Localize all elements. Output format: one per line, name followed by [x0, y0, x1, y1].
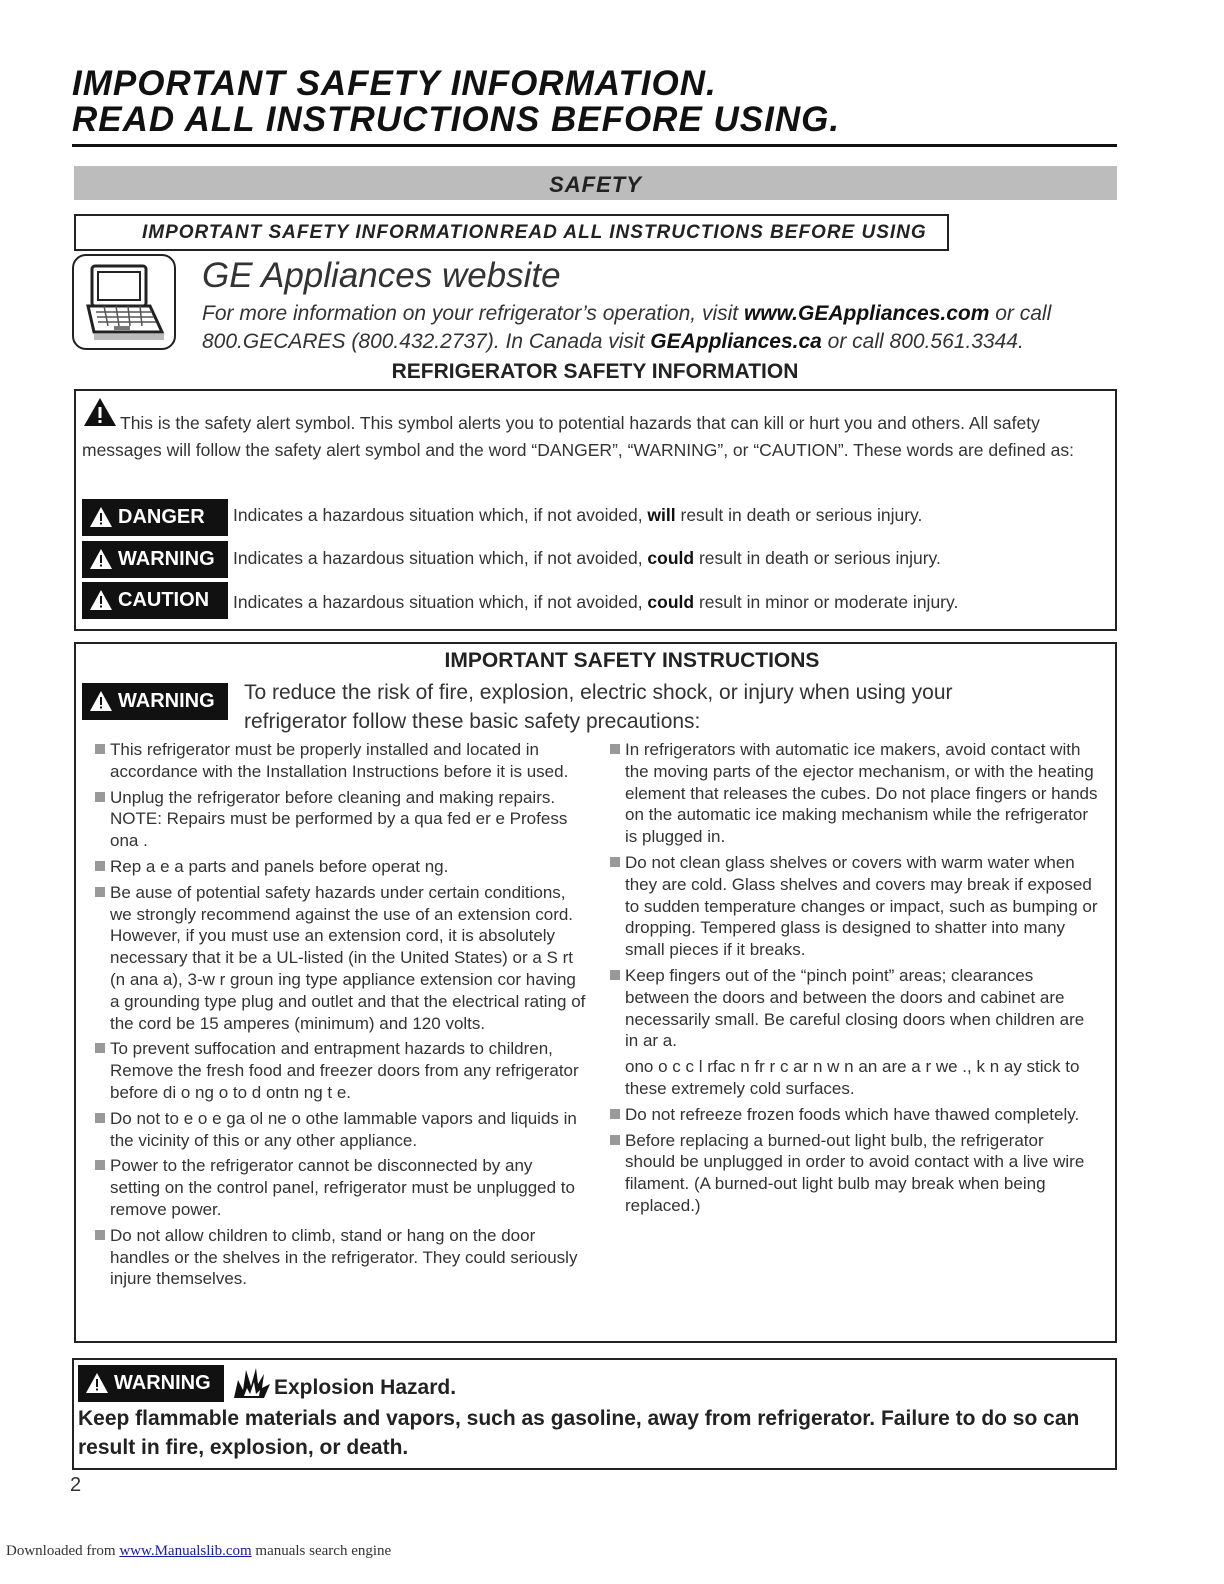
list-item: Rep a e a parts and panels before operat ng.: [95, 856, 587, 878]
laptop-icon: [72, 254, 176, 350]
warning-triangle-icon: [89, 690, 113, 712]
list-item: Power to the refrigerator cannot be disconnected by any setting on the control panel, refrigerator must be unplugged to remove power.: [95, 1155, 587, 1220]
website-text: For more information on your refrigerator’s operation, visit www.GEAppliances.com or call 800.GECARES (800.432.2737). In Canada visit GEAppliances.ca or call 800.561.3344.: [202, 302, 1052, 353]
page-title: [72, 66, 840, 138]
warning-definition: Indicates a hazardous situation which, if not avoided, could result in death or serious injury.: [233, 548, 941, 568]
caution-definition: Indicates a hazardous situation which, if not avoided, could result in minor or moderate injury.: [233, 592, 959, 612]
explosion-warning-badge: WARNING: [78, 1365, 224, 1402]
list-item: Do not allow children to climb, stand or hang on the door handles or the shelves in the refrigerator. They could seriously injure themselves.: [95, 1225, 587, 1290]
list-item: Keep fingers out of the “pinch point” areas; clearances between the doors and between the doors and cabinet are necessarily small. Be careful closing doors when children are in ar a.: [610, 965, 1098, 1052]
explosion-text: Keep flammable materials and vapors, such as gasoline, away from refrigerator. Failure to do so can result in fire, explosion, or death.: [78, 1407, 1080, 1459]
instructions-warning-badge: WARNING: [82, 683, 228, 720]
title-line-1: IMPORTANT SAFETY INFORMATION.: [72, 64, 717, 103]
list-item: To prevent suffocation and entrapment hazards to children, Remove the fresh food and freezer doors from any refrigerator before di o ng o to d ontn ng t e.: [95, 1038, 587, 1103]
title-line-2: READ ALL INSTRUCTIONS BEFORE USING.: [72, 100, 841, 139]
section-label: SAFETY: [549, 172, 642, 197]
caution-badge: CAUTION: [82, 582, 228, 619]
instructions-left-column: [95, 739, 587, 1294]
list-item: Be ause of potential safety hazards under certain conditions, we strongly recommend against the use of an extension cord. However, if you must use an extension cord, it is absolutely necessary that it be a UL-listed (in the United States) or a S rt (n ana a), 3-w r groun ing type appliance extension cor having a grounding type plug and outlet and that the electrical rating of the cord be 15 amperes (minimum) and 120 volts.: [95, 882, 587, 1035]
list-item: This refrigerator must be properly installed and located in accordance with the Installation Instructions before it is used.: [95, 739, 587, 783]
safety-alert-text: This is the safety alert symbol. This symbol alerts you to potential hazards that can kill or hurt you and others. All safety messages will follow the safety alert symbol and the word “DANGER”, “WARNING”, or “CAUTION”. These words are defined as:: [82, 413, 1074, 460]
section-bar: [74, 166, 1117, 200]
list-item: In refrigerators with automatic ice makers, avoid contact with the moving parts of the ejector mechanism, or with the heating element that releases the cubes. Do not place fingers or hands on the automatic ice making mechanism while the refrigerator is plugged in.: [610, 739, 1098, 848]
safety-info-box: [74, 214, 949, 251]
title-divider: [72, 144, 1117, 147]
refrigerator-safety-heading: REFRIGERATOR SAFETY INFORMATION: [391, 360, 799, 383]
footer: Downloaded from www.Manualslib.com manuals search engine: [6, 1543, 392, 1559]
list-item: ono o c c l rfac n fr r c ar n w n an are a r we ., k n ay stick to these extremely cold surfaces.: [625, 1057, 1080, 1098]
read-instructions-label: READ ALL INSTRUCTIONS BEFORE USING: [500, 222, 927, 243]
instructions-intro: To reduce the risk of fire, explosion, electric shock, or injury when using your refrigerator follow these basic safety precautions:: [244, 681, 953, 733]
list-item: Do not to e o e ga ol ne o othe lammable vapors and liquids in the vicinity of this or any other appliance.: [95, 1108, 587, 1152]
list-item: Do not clean glass shelves or covers with warm water when they are cold. Glass shelves and covers may break if exposed to sudden temperature changes or impact, such as bumping or dropping. Tempered glass is designed to shatter into many small pieces if it breaks.: [610, 852, 1098, 961]
list-item: Unplug the refrigerator before cleaning and making repairs. NOTE: Repairs must be performed by a qua fed er e Profess ona .: [95, 787, 587, 852]
manualslib-link[interactable]: www.Manualslib.com: [119, 1543, 252, 1559]
danger-definition: Indicates a hazardous situation which, if not avoided, will result in death or serious injury.: [233, 505, 923, 525]
website-heading: GE Appliances website: [202, 256, 561, 295]
ge-website-link[interactable]: www.GEAppliances.com: [743, 302, 990, 325]
warning-triangle-icon: [89, 506, 113, 528]
ge-canada-link[interactable]: GEAppliances.ca: [650, 330, 822, 353]
instructions-right-column: [610, 739, 1098, 1221]
page-number: 2: [70, 1474, 82, 1496]
safety-instructions-heading: IMPORTANT SAFETY INSTRUCTIONS: [444, 649, 820, 672]
warning-triangle-icon: [89, 589, 113, 611]
warning-badge: WARNING: [82, 541, 228, 578]
danger-badge: DANGER: [82, 499, 228, 536]
explosion-icon: [232, 1366, 272, 1400]
list-item: Before replacing a burned-out light bulb, the refrigerator should be unplugged in order to avoid contact with a live wire filament. (A burned-out light bulb may break when being replaced.): [610, 1130, 1098, 1217]
safety-info-label: IMPORTANT SAFETY INFORMATION: [142, 222, 499, 243]
list-item: Do not refreeze frozen foods which have thawed completely.: [610, 1104, 1098, 1126]
explosion-title: Explosion Hazard.: [274, 1376, 457, 1399]
warning-triangle-icon: [85, 1372, 109, 1394]
warning-triangle-icon: [89, 548, 113, 570]
